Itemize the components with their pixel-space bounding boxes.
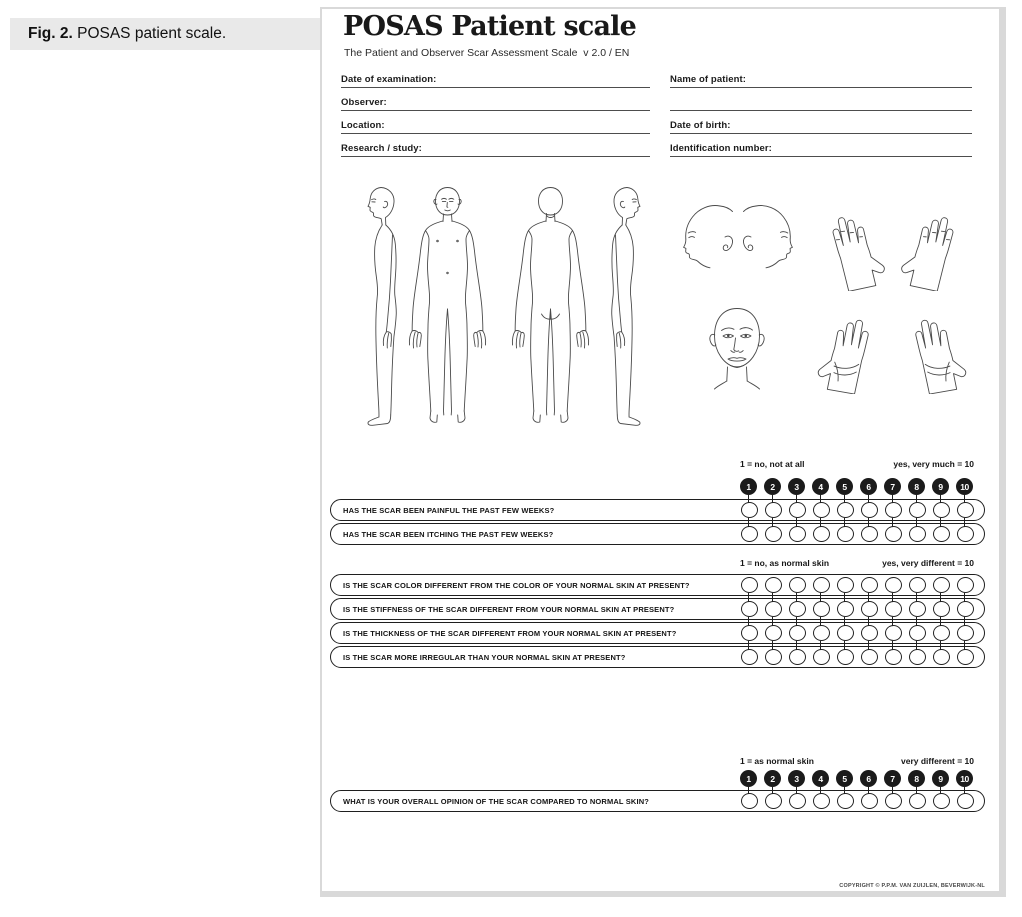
answer-circles bbox=[741, 625, 974, 641]
answer-circle-8[interactable] bbox=[909, 526, 926, 542]
scale-number-2: 2 bbox=[764, 478, 781, 495]
answer-circle-10[interactable] bbox=[957, 601, 974, 617]
question-row bbox=[330, 598, 985, 620]
answer-circles bbox=[741, 793, 974, 809]
field-date-of-examination[interactable] bbox=[341, 69, 650, 88]
question-row bbox=[330, 499, 985, 521]
answer-circle-3[interactable] bbox=[789, 526, 806, 542]
answer-circle-7[interactable] bbox=[885, 577, 902, 593]
scale-number-row bbox=[330, 478, 985, 495]
answer-circle-9[interactable] bbox=[933, 577, 950, 593]
answer-circles bbox=[741, 577, 974, 593]
scale-number-7: 7 bbox=[884, 478, 901, 495]
answer-circle-5[interactable] bbox=[837, 649, 854, 665]
answer-circle-6[interactable] bbox=[861, 649, 878, 665]
scale-max-label: very different = 10 bbox=[901, 756, 974, 766]
field-observer[interactable] bbox=[341, 92, 650, 111]
answer-circle-8[interactable] bbox=[909, 649, 926, 665]
answer-circle-6[interactable] bbox=[861, 577, 878, 593]
answer-circle-7[interactable] bbox=[885, 793, 902, 809]
answer-circle-3[interactable] bbox=[789, 601, 806, 617]
answer-circle-10[interactable] bbox=[957, 649, 974, 665]
scale-number-4: 4 bbox=[812, 770, 829, 787]
form-subtitle: The Patient and Observer Scar Assessment Scale v 2.0 / EN bbox=[344, 47, 630, 59]
scale-number-2: 2 bbox=[764, 770, 781, 787]
answer-circle-8[interactable] bbox=[909, 577, 926, 593]
scale-number-10: 10 bbox=[956, 478, 973, 495]
field-date-of-birth[interactable] bbox=[670, 115, 972, 134]
answer-circle-5[interactable] bbox=[837, 502, 854, 518]
answer-circle-4[interactable] bbox=[813, 649, 830, 665]
answer-circle-5[interactable] bbox=[837, 601, 854, 617]
answer-circle-6[interactable] bbox=[861, 502, 878, 518]
answer-circle-7[interactable] bbox=[885, 526, 902, 542]
scale-number-6: 6 bbox=[860, 478, 877, 495]
hands-palmar-diagram bbox=[816, 304, 970, 394]
field-label: Date of birth: bbox=[670, 120, 731, 131]
answer-circle-1[interactable] bbox=[741, 793, 758, 809]
scale-labels bbox=[330, 558, 985, 568]
scale-number-3: 3 bbox=[788, 770, 805, 787]
answer-circle-4[interactable] bbox=[813, 625, 830, 641]
scale-number-8: 8 bbox=[908, 478, 925, 495]
answer-circle-3[interactable] bbox=[789, 625, 806, 641]
question-row bbox=[330, 574, 985, 596]
field-label: Research / study: bbox=[341, 143, 422, 154]
scale-labels bbox=[330, 459, 985, 469]
answer-circle-2[interactable] bbox=[765, 793, 782, 809]
body-back-diagram bbox=[503, 185, 598, 430]
scale-section-pain-itch bbox=[330, 459, 985, 545]
answer-circle-4[interactable] bbox=[813, 502, 830, 518]
field-label: Name of patient: bbox=[670, 74, 747, 85]
answer-circle-2[interactable] bbox=[765, 526, 782, 542]
scale-section-skin-properties bbox=[330, 558, 985, 668]
scale-min-label: 1 = no, not at all bbox=[740, 459, 805, 469]
field-label: Date of examination: bbox=[341, 74, 437, 85]
answer-circle-8[interactable] bbox=[909, 601, 926, 617]
question-row bbox=[330, 790, 985, 812]
head-front-diagram bbox=[702, 305, 772, 403]
answer-circle-1[interactable] bbox=[741, 526, 758, 542]
scale-number-10: 10 bbox=[956, 770, 973, 787]
form-title: POSAS Patient scale bbox=[343, 11, 637, 42]
field-name-of-patient-line2[interactable] bbox=[670, 92, 972, 111]
body-right-side-diagram bbox=[606, 185, 658, 430]
answer-circle-9[interactable] bbox=[933, 625, 950, 641]
question-text: HAS THE SCAR BEEN ITCHING THE PAST FEW WEEKS? bbox=[343, 529, 554, 539]
answer-circle-9[interactable] bbox=[933, 649, 950, 665]
answer-circle-9[interactable] bbox=[933, 793, 950, 809]
answer-circles bbox=[741, 502, 974, 518]
body-left-side-diagram bbox=[350, 185, 402, 430]
answer-circle-3[interactable] bbox=[789, 793, 806, 809]
scale-number-7: 7 bbox=[884, 770, 901, 787]
answer-circle-5[interactable] bbox=[837, 577, 854, 593]
question-text: HAS THE SCAR BEEN PAINFUL THE PAST FEW WEEKS? bbox=[343, 505, 555, 515]
body-front-diagram bbox=[400, 185, 495, 430]
answer-circle-2[interactable] bbox=[765, 625, 782, 641]
answer-circle-9[interactable] bbox=[933, 502, 950, 518]
hands-dorsal-diagram bbox=[818, 199, 968, 291]
answer-circle-1[interactable] bbox=[741, 601, 758, 617]
question-text: WHAT IS YOUR OVERALL OPINION OF THE SCAR COMPARED TO NORMAL SKIN? bbox=[343, 796, 650, 806]
field-label: Identification number: bbox=[670, 143, 772, 154]
answer-circle-3[interactable] bbox=[789, 577, 806, 593]
answer-circle-7[interactable] bbox=[885, 502, 902, 518]
question-text: IS THE THICKNESS OF THE SCAR DIFFERENT FROM YOUR NORMAL SKIN AT PRESENT? bbox=[343, 628, 677, 638]
question-text: IS THE SCAR MORE IRREGULAR THAN YOUR NORMAL SKIN AT PRESENT? bbox=[343, 652, 626, 662]
scale-number-9: 9 bbox=[932, 770, 949, 787]
scale-min-label: 1 = no, as normal skin bbox=[740, 558, 830, 568]
field-label: Location: bbox=[341, 120, 385, 131]
scale-number-5: 5 bbox=[836, 770, 853, 787]
posas-form-page bbox=[320, 7, 1006, 897]
scale-labels bbox=[330, 756, 985, 766]
field-name-of-patient[interactable] bbox=[670, 69, 972, 88]
answer-circle-6[interactable] bbox=[861, 526, 878, 542]
answer-circle-2[interactable] bbox=[765, 502, 782, 518]
scale-number-9: 9 bbox=[932, 478, 949, 495]
answer-circle-3[interactable] bbox=[789, 649, 806, 665]
copyright-text: COPYRIGHT © P.P.M. VAN ZUIJLEN, BEVERWIJK-NL bbox=[839, 883, 985, 889]
answer-circle-7[interactable] bbox=[885, 601, 902, 617]
answer-circle-6[interactable] bbox=[861, 793, 878, 809]
answer-circle-8[interactable] bbox=[909, 502, 926, 518]
answer-circles bbox=[741, 649, 974, 665]
answer-circle-6[interactable] bbox=[861, 601, 878, 617]
answer-circles bbox=[741, 526, 974, 542]
answer-circle-10[interactable] bbox=[957, 577, 974, 593]
scale-number-1: 1 bbox=[740, 770, 757, 787]
answer-circle-5[interactable] bbox=[837, 793, 854, 809]
answer-circle-4[interactable] bbox=[813, 577, 830, 593]
question-row bbox=[330, 523, 985, 545]
question-row bbox=[330, 646, 985, 668]
scale-number-4: 4 bbox=[812, 478, 829, 495]
field-label: Observer: bbox=[341, 97, 387, 108]
figure-caption-label: Fig. 2. bbox=[28, 25, 73, 42]
answer-circle-4[interactable] bbox=[813, 526, 830, 542]
scale-number-1: 1 bbox=[740, 478, 757, 495]
question-text: IS THE SCAR COLOR DIFFERENT FROM THE COLOR OF YOUR NORMAL SKIN AT PRESENT? bbox=[343, 580, 690, 590]
scale-number-5: 5 bbox=[836, 478, 853, 495]
answer-circle-8[interactable] bbox=[909, 793, 926, 809]
answer-circle-5[interactable] bbox=[837, 526, 854, 542]
answer-circle-1[interactable] bbox=[741, 502, 758, 518]
answer-circle-5[interactable] bbox=[837, 625, 854, 641]
question-text: IS THE STIFFNESS OF THE SCAR DIFFERENT FROM YOUR NORMAL SKIN AT PRESENT? bbox=[343, 604, 675, 614]
answer-circles bbox=[741, 601, 974, 617]
answer-circle-10[interactable] bbox=[957, 793, 974, 809]
answer-circle-9[interactable] bbox=[933, 601, 950, 617]
scale-number-row bbox=[330, 770, 985, 787]
answer-circle-2[interactable] bbox=[765, 577, 782, 593]
scale-number-8: 8 bbox=[908, 770, 925, 787]
answer-circle-8[interactable] bbox=[909, 625, 926, 641]
answer-circle-7[interactable] bbox=[885, 649, 902, 665]
answer-circle-1[interactable] bbox=[741, 625, 758, 641]
answer-circle-6[interactable] bbox=[861, 625, 878, 641]
answer-circle-1[interactable] bbox=[741, 649, 758, 665]
answer-circle-3[interactable] bbox=[789, 502, 806, 518]
question-row bbox=[330, 622, 985, 644]
figure-caption bbox=[10, 18, 320, 50]
head-profiles-diagram bbox=[674, 201, 802, 293]
field-location[interactable] bbox=[341, 115, 650, 134]
answer-circle-1[interactable] bbox=[741, 577, 758, 593]
answer-circle-2[interactable] bbox=[765, 601, 782, 617]
scale-number-6: 6 bbox=[860, 770, 877, 787]
scale-max-label: yes, very much = 10 bbox=[893, 459, 974, 469]
scale-min-label: 1 = as normal skin bbox=[740, 756, 814, 766]
scale-section-overall-opinion bbox=[330, 756, 985, 812]
answer-circle-4[interactable] bbox=[813, 601, 830, 617]
field-research-study[interactable] bbox=[341, 138, 650, 157]
answer-circle-10[interactable] bbox=[957, 502, 974, 518]
answer-circle-7[interactable] bbox=[885, 625, 902, 641]
answer-circle-4[interactable] bbox=[813, 793, 830, 809]
field-identification-number[interactable] bbox=[670, 138, 972, 157]
answer-circle-10[interactable] bbox=[957, 625, 974, 641]
scale-max-label: yes, very different = 10 bbox=[882, 558, 974, 568]
figure-caption-text: POSAS patient scale. bbox=[72, 25, 227, 42]
answer-circle-9[interactable] bbox=[933, 526, 950, 542]
answer-circle-2[interactable] bbox=[765, 649, 782, 665]
answer-circle-10[interactable] bbox=[957, 526, 974, 542]
scale-number-3: 3 bbox=[788, 478, 805, 495]
